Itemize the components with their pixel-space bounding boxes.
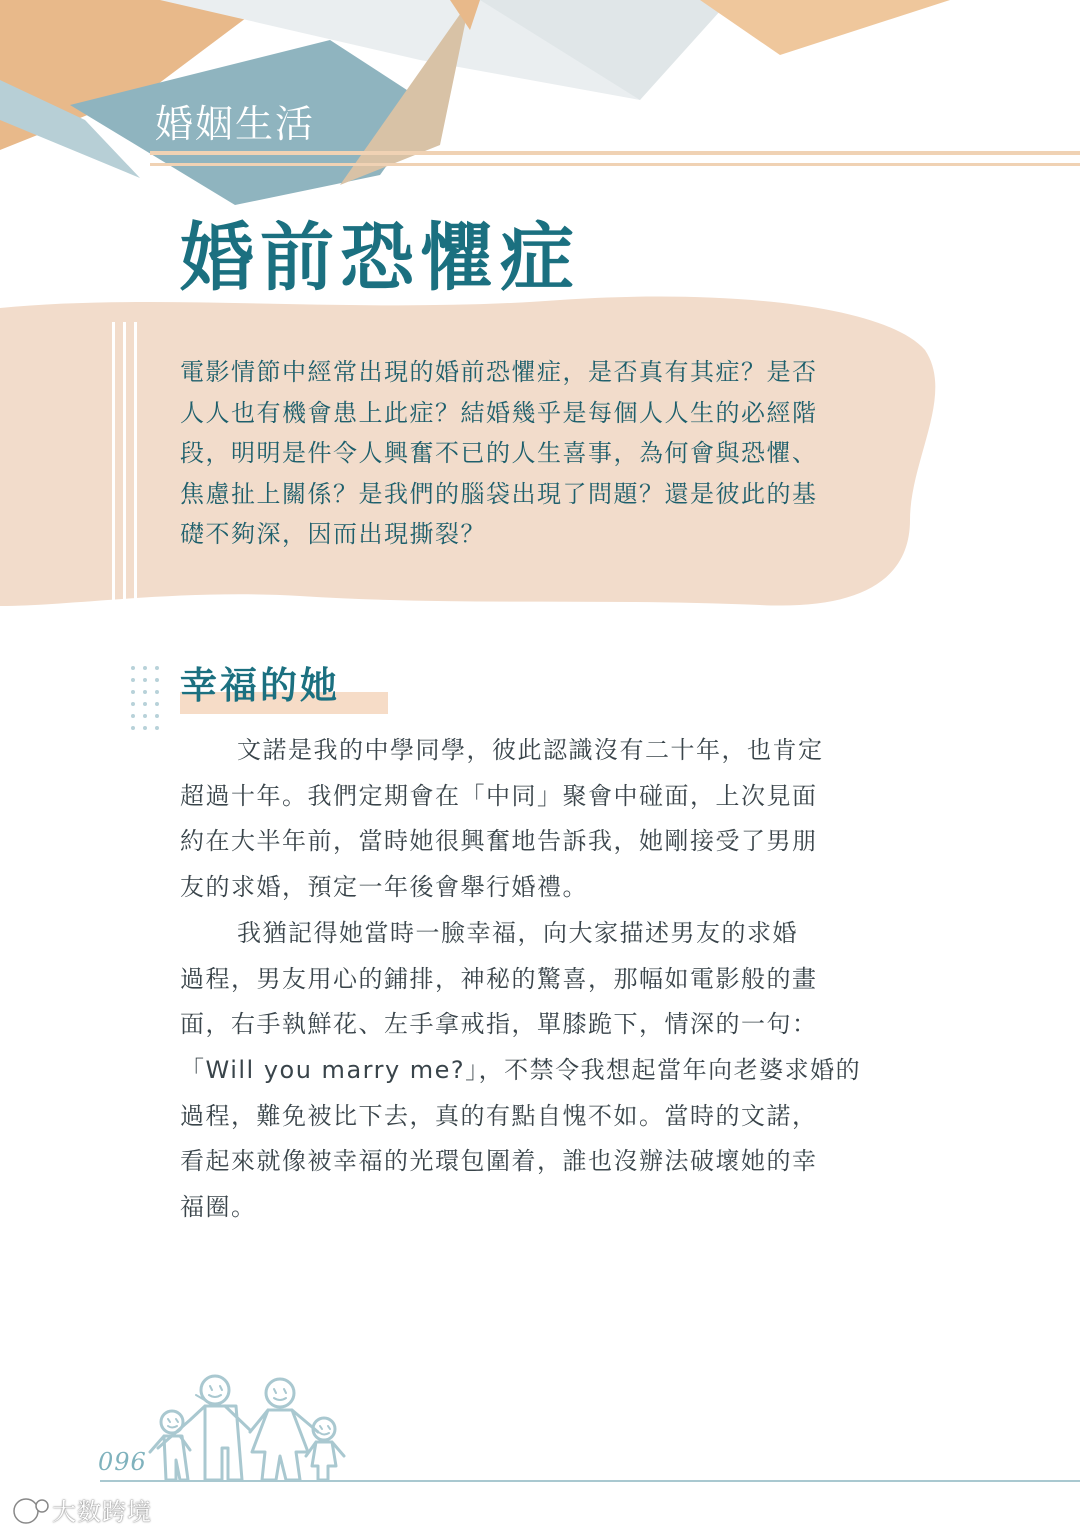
dotted-grid-icon xyxy=(131,666,159,730)
footer-rule xyxy=(100,1480,1080,1482)
page-number: 096 xyxy=(98,1448,147,1476)
paragraph-2 xyxy=(180,911,870,1231)
intro-vline-1 xyxy=(112,322,115,612)
intro-line: 礎不夠深，因而出現撕裂？ xyxy=(180,520,486,548)
intro-vline-2 xyxy=(123,322,126,612)
intro-line: 焦慮扯上關係？是我們的腦袋出現了問題？還是彼此的基 xyxy=(180,479,818,508)
orange-triangle-right xyxy=(700,0,950,55)
body-line: 「Will you marry me?」，不禁令我想起當年向老婆求婚的 xyxy=(180,1055,862,1084)
section-heading: 幸福的她 xyxy=(180,664,340,707)
section-label: 婚姻生活 xyxy=(155,102,316,146)
body-line: 友的求婚，預定一年後會舉行婚禮。 xyxy=(180,873,588,902)
body-line: 超過十年。我們定期會在「中同」聚會中碰面，上次見面 xyxy=(180,781,818,810)
body-line: 約在大半年前，當時她很興奮地告訴我，她剛接受了男朋 xyxy=(180,827,818,856)
body-line: 過程，男友用心的鋪排，神秘的驚喜，那幅如電影般的畫 xyxy=(180,964,818,993)
intro-line: 人人也有機會患上此症？結婚幾乎是每個人人生的必經階 xyxy=(180,398,818,427)
intro-paragraph xyxy=(180,352,870,555)
intro-line: 電影情節中經常出現的婚前恐懼症，是否真有其症？是否 xyxy=(180,358,818,386)
article-body xyxy=(180,728,870,1231)
body-line: 面，右手執鮮花、左手拿戒指，單膝跪下，情深的一句： xyxy=(180,1010,818,1039)
watermark-text xyxy=(8,1492,152,1527)
header-rule-bottom xyxy=(150,163,1080,166)
body-line: 看起來就像被幸福的光環包圍着，誰也沒辦法破壞她的幸 xyxy=(180,1147,818,1176)
body-line: 我猶記得她當時一臉幸福，向大家描述男友的求婚 xyxy=(237,918,798,947)
intro-line: 段，明明是件令人興奮不已的人生喜事，為何會與恐懼、 xyxy=(180,439,818,467)
body-line: 福圈。 xyxy=(180,1193,257,1222)
watermark-label: 大数跨境 xyxy=(52,1498,152,1526)
page-title: 婚前恐懼症 xyxy=(180,215,580,301)
family-illustration-icon xyxy=(150,1376,344,1480)
body-line: 文諾是我的中學同學，彼此認識沒有二十年，也肯定 xyxy=(237,736,824,764)
paragraph-1 xyxy=(180,728,870,911)
intro-vline-3 xyxy=(134,322,137,612)
body-line: 過程，難免被比下去，真的有點自愧不如。當時的文諾， xyxy=(180,1101,818,1130)
